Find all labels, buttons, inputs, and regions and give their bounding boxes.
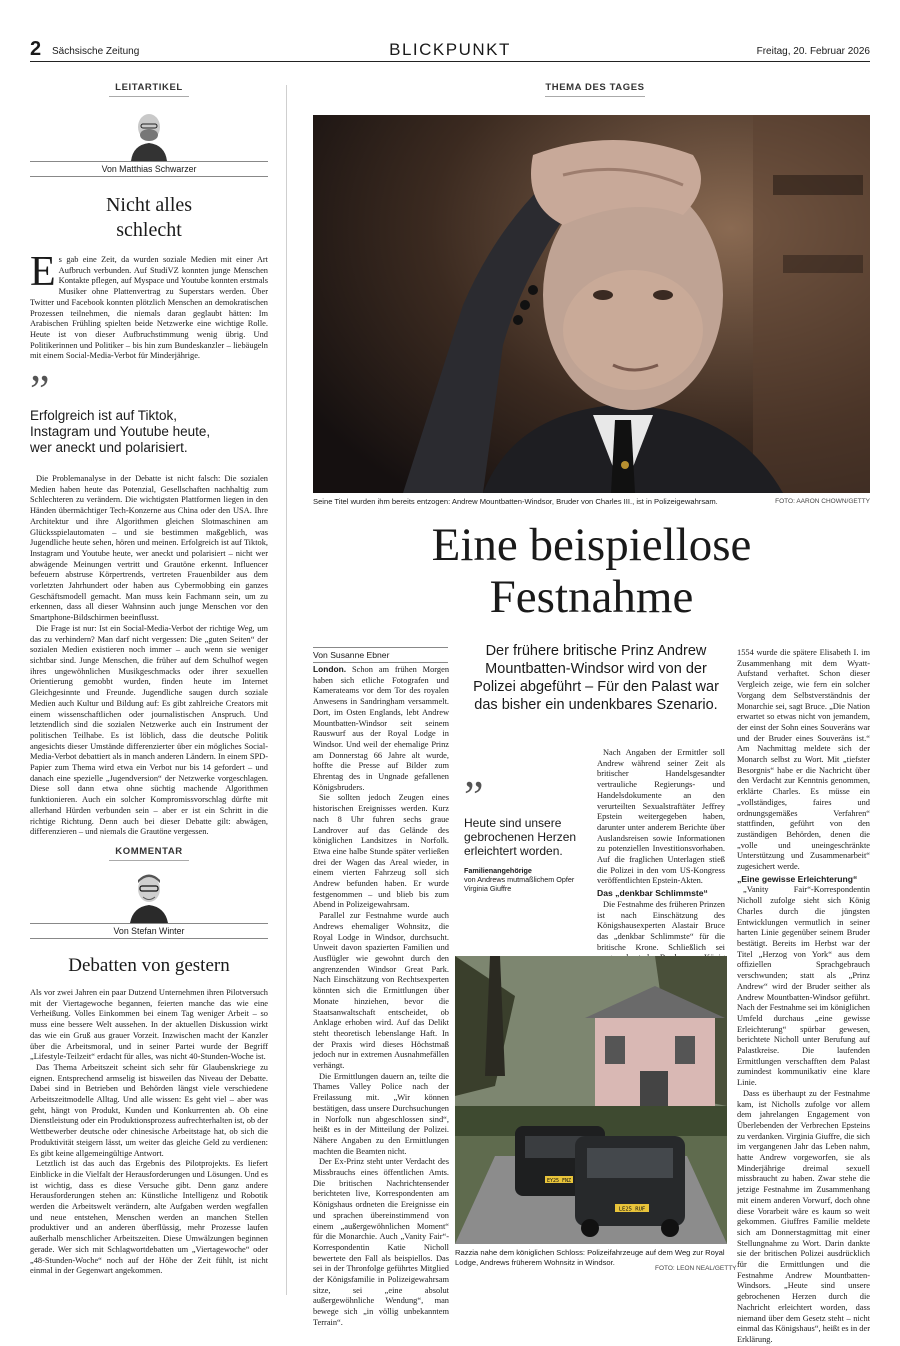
leitartikel-title-line2: schlecht	[116, 219, 182, 241]
leitartikel-kicker: LEITARTIKEL	[109, 82, 189, 97]
kommentar-byline: Von Stefan Winter	[30, 923, 268, 939]
author-portrait-schwarzer	[30, 105, 268, 161]
quote-source: von Andrews mutmaßlichem Opfer Virginia Giuffre	[464, 875, 575, 893]
author-portrait-winter	[30, 867, 268, 923]
kommentar-block	[30, 846, 268, 1277]
paragraph: Letztlich ist das auch das Ergebnis des Pilotprojekts. Es liefert Einblicke in die Vielfalt der Herausforderungen und Lösungen. Und es ist wichtig, dass es diese Versuche gibt. Denn ganz andere Herausforderungen stehen an: Künstliche Intelligenz und Robotik werden die Arbeitswelt verändern, alte Aufgaben werden wegfallen und neue entstehen, Menschen werden an manchen Stellen produktiver und an anderen überflüssig, mehr Prozesse laufen außerhalb menschlicher Arbeitszeiten. Diese Umwälzungen beginnen gerade. Wer sich mit Schlagwortdebatten um „Viertagewoche“ oder „48-Stunden-Woche“ noch auf der Höhe der Zeit fühlt, ist nicht einmal in der Gegenwart angekommen.	[30, 1159, 268, 1276]
paragraph: 1554 wurde die spätere Elisabeth I. im Zusammenhang mit dem Wyatt-Aufstand verhaftet. Schon dieser Vergleich zeige, wie fern ein solcher Vorgang dem Selbstverständnis der Monarchie sei, sagt Bruce. „Die Nation erwartet so etwas nicht von jemandem, der einst der Sohn eines Souveräns war und der Bruder eines Souveräns ist.“ Am Nachmittag meldete sich der Monarch selbst zu Wort. Mit „tiefster Besorgnis“ habe er die Nachricht über den Verdacht zur Kenntnis genommen, erklärte Charles. Es müsse ein „vollständiges, faires und ordnungsgemäßes Verfahren“ stattfinden, geführt von den zuständigen Behörden, denen die „volle und uneingeschränkte Unterstützung und Zusammenarbeit“ zugesichert werde.	[737, 648, 870, 872]
author-photo	[127, 105, 171, 161]
paper-name: Sächsische Zeitung	[52, 46, 140, 57]
section-title: BLICKPUNKT	[389, 40, 511, 59]
main-photo	[313, 115, 870, 493]
thema-quote-block	[464, 772, 594, 893]
paragraph: Die Festnahme des früheren Prinzen ist nach Einschätzung des Königshausexperten Alastair Bruce das „denkbar Schlimmste“ für die britische Krone. Schließlich sei	[597, 899, 725, 952]
paragraph: Dass es überhaupt zu der Festnahme kam, ist Nicholls zufolge vor allem dem jahrelangen Engagement von Überlebenden der Verbrechen Epsteins zu verdanken. Virginia Giuffre, die sich im vergangenen Jahr das Leben nahm, hatte Andrew vorgeworfen, sie als Minderjährige dreimal sexuell missbraucht zu haben. Zwar stehe die jetzige Festnahme im Zusammenhang mit einem anderen Vorwurf, doch ohne diese Vorarbeit wäre es kaum so weit gekommen. Giuffres Familie meldete sich am Donnerstagmittag mit einer Stellungnahme zu Wort. Darin dankte sie der britischen Polizei ausdrücklich für die Ermittlungen und die Festnahme Andrew Mountbatten-Windsors. „Heute sind unsere gebrochenen Herzen durch die Nachricht erleichtert worden, dass niemand über dem Gesetz steht – nicht einmal das Königshaus“, heißt es in der Erklärung.	[737, 1088, 870, 1344]
main-headline	[313, 519, 870, 623]
dropcap: E	[30, 249, 56, 295]
pull-quote-block	[30, 366, 268, 456]
subhead: Der frühere britische Prinz Andrew Mountbatten-Windsor wird von der Polizei abgeführt – Für den Palast war das bisher ein undenkbares Szenario.	[473, 643, 719, 713]
dateline: London.	[313, 664, 347, 674]
thema-col1	[313, 664, 449, 1329]
leitartikel-title-line1: Nicht alles	[105, 194, 193, 216]
second-photo	[455, 956, 727, 1244]
paragraph: Das Thema Arbeitszeit scheint sich sehr für Glaubenskriege zu eignen. Entsprechend armselig ist bisweilen das Niveau der Debatte. Dabei sind in Betrieben und Behörden längst viele verschiedene Arbeitszeitmodelle Alltag. Und alle wissen: Es geht viel – aber was geht, hängt von Produkt, Kunden und Konkurrenten ab. Ob eine Dienstleistung oder ein Produktionsprozess aufrechterhalten ist, ob der Wettbewerber deutsche oder chinesische Arbeitstage hat, ob sich die Produktivität steigern lässt, um weiter das gleiche Geld zu verdienen: Es gibt keine allgemeingültige Antwort.	[30, 1062, 268, 1158]
paragraph: Schon am frühen Morgen haben sich etliche Fotografen und Kamerateams vor dem Tor des royalen Anwesens in Sandringham versammelt. Dort, im Osten Englands, lebt Andrew Mountbatten-Windsor seit seinem Rauswurf aus der Royal Lodge in Windsor. Und weil der ehemalige Prinz am Donnerstag 66 Jahre alt wurde, hoffte die Presse auf Bilder zum Ehrentag des in Ungnade gefallenen Königsbruders.	[313, 665, 450, 792]
paragraph: Der Ex-Prinz steht unter Verdacht des Missbrauchs eines öffentlichen Amts. Die britischen Nachrichtensender berichteten live, Korrespondenten am Königshaus ordneten die Ereignisse ein und sprachen übereinstimmend von einem „außergewöhnlichen Moment“ für die Monarchie. Auch „Vanity Fair“-Korrespondentin Katie Nicholl bewertete den Fall als beispiellos. Das sei in der Thronfolge geführtes Mitglied der Königsfamilie in Polizeigewahrsam sitze, sei „eine absolut außergewöhnliche Wendung“, man bewege sich „in völlig unbekanntem Terrain“.	[313, 1157, 449, 1327]
column-divider	[286, 85, 287, 1295]
pull-quote: Erfolgreich ist auf Tiktok, Instagram und Youtube heute, wer aneckt und polarisiert.	[30, 408, 211, 456]
leitartikel-title	[30, 193, 268, 243]
author-photo	[127, 867, 171, 923]
leitartikel-body	[30, 474, 268, 838]
police-vehicles-photo	[455, 956, 727, 1244]
main-photo-caption: Seine Titel wurden ihm bereits entzogen: Andrew Mountbatten-Windsor, Bruder von Charles III., ist in Polizeigewahrsam.	[313, 497, 718, 506]
leitartikel-intro	[30, 249, 268, 362]
intro-text: s gab eine Zeit, da wurden soziale Medien mit einer Art Aufbruch verbunden. Auf StudiVZ konnten junge Menschen Kontakte pflegen, auf Myspace und Youtube konnten erstmals Musiker ohne Plattenvertrag zu Superstars werden. Über Twitter und Facebook konnten plötzlich Menschen an demokratischen Prozessen teilnehmen, die niemals daran geglaubt hätten: Im Arabischen Frühling spielten beide Netzwerke eine wichtige Rolle. Heute ist von dieser Aufbruchstimmung wenig übrig. Und Politikerinnen und Politiker – bis hin zum Bundeskanzler – liebäugeln mit einem Social-Media-Verbot für Minderjährige.	[30, 255, 268, 361]
headline-line1: Eine beispiellose	[431, 519, 752, 571]
plate-back-text: LE25 RUF	[618, 1206, 646, 1213]
kommentar-body	[30, 988, 268, 1277]
headline-line2: Festnahme	[489, 571, 694, 623]
second-photo-credit: FOTO: LEON NEAL/GETTY	[655, 1265, 737, 1272]
page-number: 2	[30, 38, 42, 60]
thema-col3	[737, 648, 870, 1346]
kommentar-title: Debatten von gestern	[68, 955, 230, 976]
thema-kicker-wrap	[540, 82, 650, 97]
paragraph: Nach Angaben der Ermittler soll Andrew während seiner Zeit als britischer Handelsgesandter vertrauliche Regierungs- und Handelsdokumente an den verurteilten Sexualstraftäter Jeffrey Epstein weitergegeben haben, darunter unter anderem Berichte über Auslandsreisen sowie Informationen zu potenziellen Investitionsvorhaben. Auf die fraglichen Unterlagen stieß die Polizei in den vom US-Kongress veröffentlichten Epstein-Akten.	[597, 748, 725, 886]
main-photo-credit: FOTO: AARON CHOWN/GETTY	[775, 498, 870, 505]
paragraph: Die Frage ist nur: Ist ein Social-Media-Verbot der richtige Weg, um das zu verhindern? Man darf nicht vergessen: Die „guten Seiten“ der sozialen Medien existieren noch immer – auch wenn sie weniger sichtbar sind. Junge Menschen, die früher auf dem Schulhof wegen ihres ungewöhnlichen Musikgeschmacks oder ihrer sexuellen Orientierung gemobbt wurden, finden heute im Internet Gleichgesinnte und Freunde. Jugendliche saugen durch soziale Medien auch Kultur und Bildung auf: Es gibt zahlreiche Creators mit einem wissenschaftlichen oder journalistischen Anspruch. Und letztendlich sind die sozialen Netzwerke auch ein Instrument der politischen Teilhabe. Es ist löblich, dass die deutsche Politik angesichts dieser Umstände differenzierter über ein mögliches Social-Media-Verbot debattiert als in manch anderen Ländern. In einem SPD-Papier zum Thema wird etwa ein Verbot nur bis 14 gefordert – und danach eine spezielle „Jugendversion“ der Netzwerke vorgeschlagen. Diese soll dann etwa ohne süchtig machende Algorithmen funktionieren. Auch ein solcher Kompromissvorschlag dürfte mit allerhand Hürden verbunden sein – aber er ist ein Schritt in die richtige Richtung. Denn auch bei dieser Debatte gilt: abwägen, differenzieren – und niemals die Grautöne vergessen.	[30, 623, 268, 837]
subheading: Das „denkbar Schlimmste“	[597, 888, 708, 899]
paragraph: Als vor zwei Jahren ein paar Dutzend Unternehmen ihren Pilotversuch mit der Viertagewoche begannen, feierten manche das wie eine Verheißung. Volles Einkommen bei einem Tag weniger Arbeit – so muss eine bessere Welt aussehen. In der aktuellen Diskussion wirkt das wie ein Gruß aus grauer Vorzeit. Inzwischen macht der Kanzler über die Arbeitsmoral, und in seiner Partei wurde der Begriff „Lifestyle-Teilzeit“ erdacht für alles, was nicht 40-Stunden-Woche ist.	[30, 988, 268, 1062]
plate-front-text: EY25 FNZ	[546, 1178, 572, 1184]
kommentar-kicker: KOMMENTAR	[109, 846, 189, 861]
andrew-photo	[313, 115, 870, 493]
paragraph: Die Problemanalyse in der Debatte ist nicht falsch: Die sozialen Medien haben heute das Potenzial, Gesellschaften nachhaltig zum Schlechteren zu verändern. Die wichtigsten Plattformen liegen in den Händen übermächtiger Tech-Konzerne aus China oder den USA. Ihre Architektur und ihre Algorithmen gleichen Slotmaschinen am Glücksspielautomaten – und sie bestimmen maßgeblich, was Jugendliche heute sehen, hören und meinen. Erfolgreich ist auf Tiktok, Instagram und Youtube heute, wer aneckt und polarisiert – nicht wer abwägende Meinungen vertritt und Grautöne erkennt. Influencer befeuern abstruse Körpertrends, vertreten Frauenbilder aus dem vorletzten Jahrhundert oder haben aus Cybermobbing ein ganzes Geschäftsmodell gemacht. Man muss kein Fachmann sein, um zu erkennen, dass all dieser Wahnsinn auch junge Menschen vor den Smartphone-Bildschirmen beeinflusst.	[30, 474, 268, 623]
quote-mark-icon: ”	[30, 366, 50, 416]
paragraph: Die Ermittlungen dauern an, teilte die Thames Valley Police nach der Freilassung mit. „Wir können bestätigen, dass unsere Durchsuchungen in Norfolk nun abgeschlossen sind“, heißt es in der Mitteilung der Polizei. Nähere Angaben zu den Ermittlungen machten die Beamten nicht.	[313, 1071, 449, 1156]
leitartikel-block	[30, 82, 268, 838]
subheading: „Eine gewisse Erleichterung“	[737, 873, 858, 884]
thema-quote: Heute sind unsere gebrochenen Herzen erleichtert worden.	[464, 816, 577, 858]
leitartikel-byline: Von Matthias Schwarzer	[30, 161, 268, 177]
thema-byline: Von Susanne Ebner	[313, 647, 448, 663]
second-photo-caption: Razzia nahe dem königlichen Schloss: Polizeifahrzeuge auf dem Weg zur Royal Lodge, Andrews früherem Wohnsitz in Windsor.	[455, 1248, 725, 1267]
paragraph: „Vanity Fair“-Korrespondentin Nicholl zufolge sieht sich König Charles durch die jüngsten Entwicklungen vermutlich in seiner harten Linie gegenüber seinem Bruder bestätigt. Bereits im Herbst war der Titel „Herzog von York“ aus dem offiziellen Sprachgebrauch verschwunden; statt als „Prinz Andrew“ wird der Bruder seither als Andrew Mountbatten-Windsor geführt. Nach der Festnahme sei im königlichen Umfeld durchaus „eine gewisse Erleichterung“ spürbar gewesen, berichtete Nicholl unter Berufung auf Palastkreise. Die laufenden Ermittlungen verschafften dem Palast zumindest kommunikativ eine klare Linie.	[737, 885, 870, 1088]
header-rule	[30, 61, 870, 62]
quote-source-title: Familienangehörige	[464, 866, 532, 875]
quote-mark-icon: ”	[464, 772, 484, 821]
paragraph: Parallel zur Festnahme wurde auch Andrews ehemaliger Wohnsitz, die Royal Lodge in Windsor, durchsucht. Unweit davon spazierten Familien und Ausflügler wie gewohnt durch den angrenzenden Windsor Great Park. Nach Einschätzung von Rechtsexperten könnten sich die Ermittlungen über Monate hinziehen, bevor die Staatsanwaltschaft entscheidet, ob Anklage erhoben wird. Auf das Delikt steht theoretisch lebenslange Haft. In der Praxis wird dieses Höchstmaß jedoch nur in extremen Ausnahmefällen verhängt.	[313, 911, 449, 1071]
paragraph: Sie sollten jedoch Zeugen eines historischen Ereignisses werden. Kurz nach 8 Uhr fuhren sechs graue Landrover auf das Gelände des königlichen Landsitzes in Norfolk. Etwa eine halbe Stunde später verließen drei der Wagen das Areal wieder, in einem vierten Fahrzeug soll sich Andrew befunden haben. Er wurde festgenommen – und blieb bis zum Abend in Polizeigewahrsam.	[313, 793, 449, 910]
issue-date: Freitag, 20. Februar 2026	[756, 46, 870, 57]
thema-kicker: THEMA DES TAGES	[545, 82, 645, 97]
